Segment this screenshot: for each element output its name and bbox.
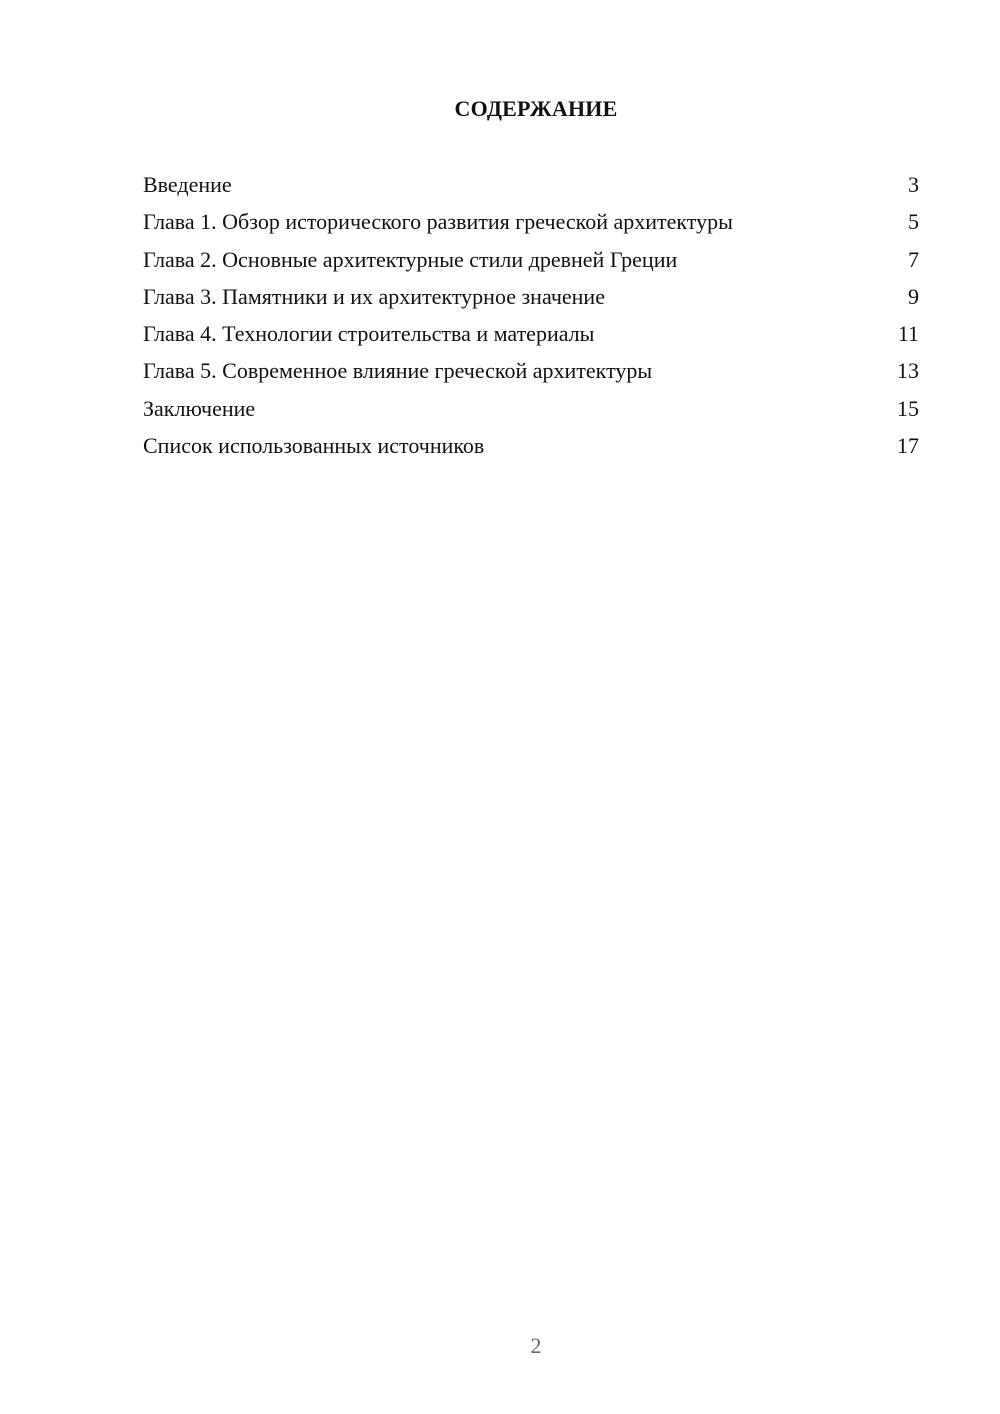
toc-entry-label: Глава 2. Основные архитектурные стили древней Греции bbox=[143, 246, 678, 272]
toc-entry-chapter-3[interactable] bbox=[143, 278, 919, 315]
toc-entry-page: 17 bbox=[897, 433, 919, 459]
toc-entry-references[interactable] bbox=[143, 427, 919, 464]
toc-entry-chapter-5[interactable] bbox=[143, 352, 919, 389]
toc-entry-conclusion[interactable] bbox=[143, 390, 919, 427]
table-of-contents bbox=[143, 166, 919, 464]
toc-entry-page: 7 bbox=[908, 246, 919, 272]
toc-entry-page: 3 bbox=[908, 172, 919, 197]
page-title: СОДЕРЖАНИЕ bbox=[454, 96, 618, 121]
toc-entry-label: Заключение bbox=[143, 395, 256, 421]
toc-entry-label: Введение bbox=[143, 172, 232, 197]
toc-entry-label: Глава 1. Обзор исторического развития греческой архитектуры bbox=[143, 209, 733, 235]
toc-entry-label: Глава 3. Памятники и их архитектурное значение bbox=[143, 283, 605, 309]
toc-entry-label: Глава 5. Современное влияние греческой архитектуры bbox=[143, 358, 653, 384]
toc-entry-chapter-4[interactable] bbox=[143, 315, 919, 352]
toc-entry-label: Список использованных источников bbox=[143, 433, 485, 459]
toc-entry-chapter-2[interactable] bbox=[143, 241, 919, 278]
toc-entry-page: 15 bbox=[897, 395, 919, 421]
toc-entry-label: Глава 4. Технологии строительства и материалы bbox=[143, 321, 595, 347]
toc-entry-page: 13 bbox=[897, 358, 919, 384]
toc-entry-chapter-1[interactable] bbox=[143, 203, 919, 240]
toc-entry-page: 11 bbox=[897, 321, 919, 347]
toc-entry-page: 9 bbox=[908, 283, 919, 309]
toc-entry-page: 5 bbox=[908, 209, 919, 235]
toc-entry-introduction[interactable] bbox=[143, 166, 919, 203]
page-number: 2 bbox=[530, 1333, 542, 1358]
